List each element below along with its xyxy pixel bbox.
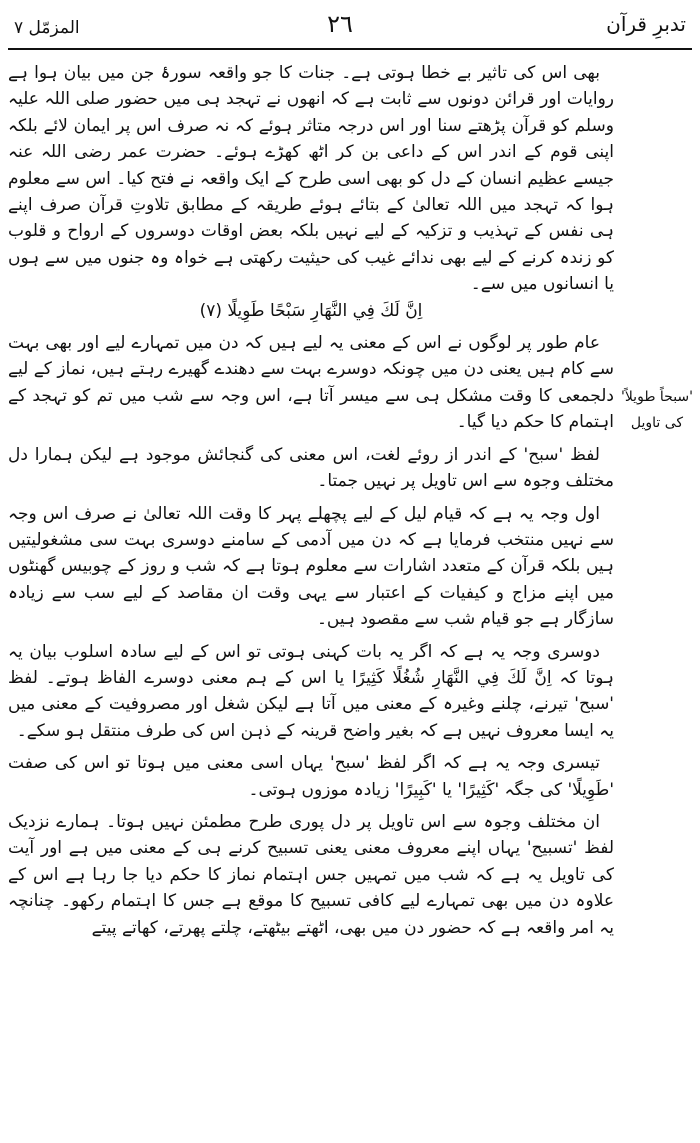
paragraph: دوسری وجہ یہ ہے کہ اگر یہ بات کہنی ہوتی تو اس کے لیے سادہ اسلوب بیان یہ ہوتا کہ اِنَّ لَكَ فِي النَّهَارِ شُغُلًا كَثِيرًا یا اس کے ہم معنی دوسرے الفاظ ہوتے۔ لفظ 'سبح' تیرنے، چلنے وغیرہ کے معنی میں آتا ہے لیکن شغل اور مصروفیت کے معنی میں یہ ایسا معروف نہیں ہے کہ بغیر واضح قرینہ کے ذہن اس کی طرف منتقل ہو سکے۔ [8,641,614,741]
paragraph: لفظ 'سبح' کے اندر از روئے لغت، اس معنی کی گنجائش موجود ہے لیکن ہمارا دل مختلف وجوہ سے اس تاویل پر نہیں جمتا۔ [8,444,614,492]
header-divider [8,48,692,50]
paragraph: تیسری وجہ یہ ہے کہ اگر لفظ 'سبح' یہاں اسی معنی میں ہوتا تو اس کی صفت 'طَوِيلًا' کی جگہ 'كَثِيرًا' یا 'كَبِيرًا' زیادہ موزوں ہوتی۔ [8,753,614,800]
paragraph: بھی اس کی تاثیر بے خطا ہوتی ہے۔ جنات کا جو واقعہ سورۂ جن میں بیان ہوا ہے روایات اور قرائن دونوں سے ثابت ہے کہ انھوں نے تہجد ہی میں حضور صلی اللہ علیہ وسلم کو قرآن پڑھتے سنا اور اس درجہ متاثر ہوئے کہ نہ صرف اس پر ایمان لائے بلکہ اپنی قوم کے اندر اس کے داعی بن کر اٹھ کھڑے ہوئے۔ حضرت عمر رضی اللہ عنہ جیسے عظیم انسان کے دل کو بھی اسی طرح کے ایک واقعہ نے فتح کیا۔ اس سے معلوم ہوا کہ تہجد میں اللہ تعالیٰ کے بتائے ہوئے طریقہ کے مطابق تلاوتِ قرآن صرف اپنے ہی نفس کے تہذیب و تزکیہ کے لیے نہیں بلکہ بعض اوقات دوسروں کے ارواح و قلوب کو زندہ کرنے کے لیے بھی ندائے غیب کی حیثیت رکھتی ہے خواہ وہ جنوں میں سے ہوں یا انسانوں میں سے۔ [8,63,614,295]
page-header [0,8,700,48]
paragraph: عام طور پر لوگوں نے اس کے معنی یہ لیے ہیں کہ دن میں تمہارے لیے اور بھی بہت سے کام ہیں یعنی دن میں چونکہ دوسرے بہت سے دھندے گھیرے رہتے ہیں، نماز کے لیے دلجمعی کا وقت مشکل ہی سے میسر آتا ہے، اس وجہ سے شب میں تم کو تہجد کے اہتمام کا حکم دیا گیا۔ [8,333,614,433]
surah-reference: المزمّل ٧ [14,18,80,38]
quran-verse: اِنَّ لَكَ فِي النَّهَارِ سَبْحًا طَوِيلًا (٧) [199,300,423,321]
main-text [8,60,614,941]
book-title: تدبرِ قرآن [606,12,686,36]
page-number: ٢٦ [327,10,353,38]
margin-heading-line: 'سبحاً طویلاً' [620,389,694,405]
margin-heading [620,384,694,436]
paragraph: اول وجہ یہ ہے کہ قیام لیل کے لیے پچھلے پہر کا وقت اللہ تعالیٰ نے صرف اس وجہ سے نہیں منتخب فرمایا ہے کہ دن میں آدمی کے سامنے دوسری بہت سی مشغولیتیں ہیں بلکہ قرآن کے متعدد اشارات سے معلوم ہوتا ہے کہ شب و روز کے چوبیس گھنٹوں میں اپنے مزاج و کیفیات کے اعتبار سے یہی وقت ان مقاصد کے لیے سب سے زیادہ سازگار ہے جو قیام شب سے مقصود ہیں۔ [8,503,614,630]
margin-heading-line: کی تاویل [630,415,684,431]
paragraph: ان مختلف وجوہ سے اس تاویل پر دل پوری طرح مطمئن نہیں ہوتا۔ ہمارے نزدیک لفظ 'تسبیح' یہاں اپنے معروف معنی یعنی تسبیح کرنے ہی کے معنی میں ہے اور آیت کی تاویل یہ ہے کہ شب میں تمہیں جس اہتمام نماز کا حکم دیا جا رہا ہے اس کے علاوہ دن میں بھی تمہارے لیے کافی تسبیح کا موقع ہے جس کا اہتمام رکھو۔ چنانچہ یہ امر واقعہ ہے کہ حضور دن میں بھی، اٹھتے بیٹھتے، چلتے پھرتے، کھاتے پیتے [8,811,614,938]
